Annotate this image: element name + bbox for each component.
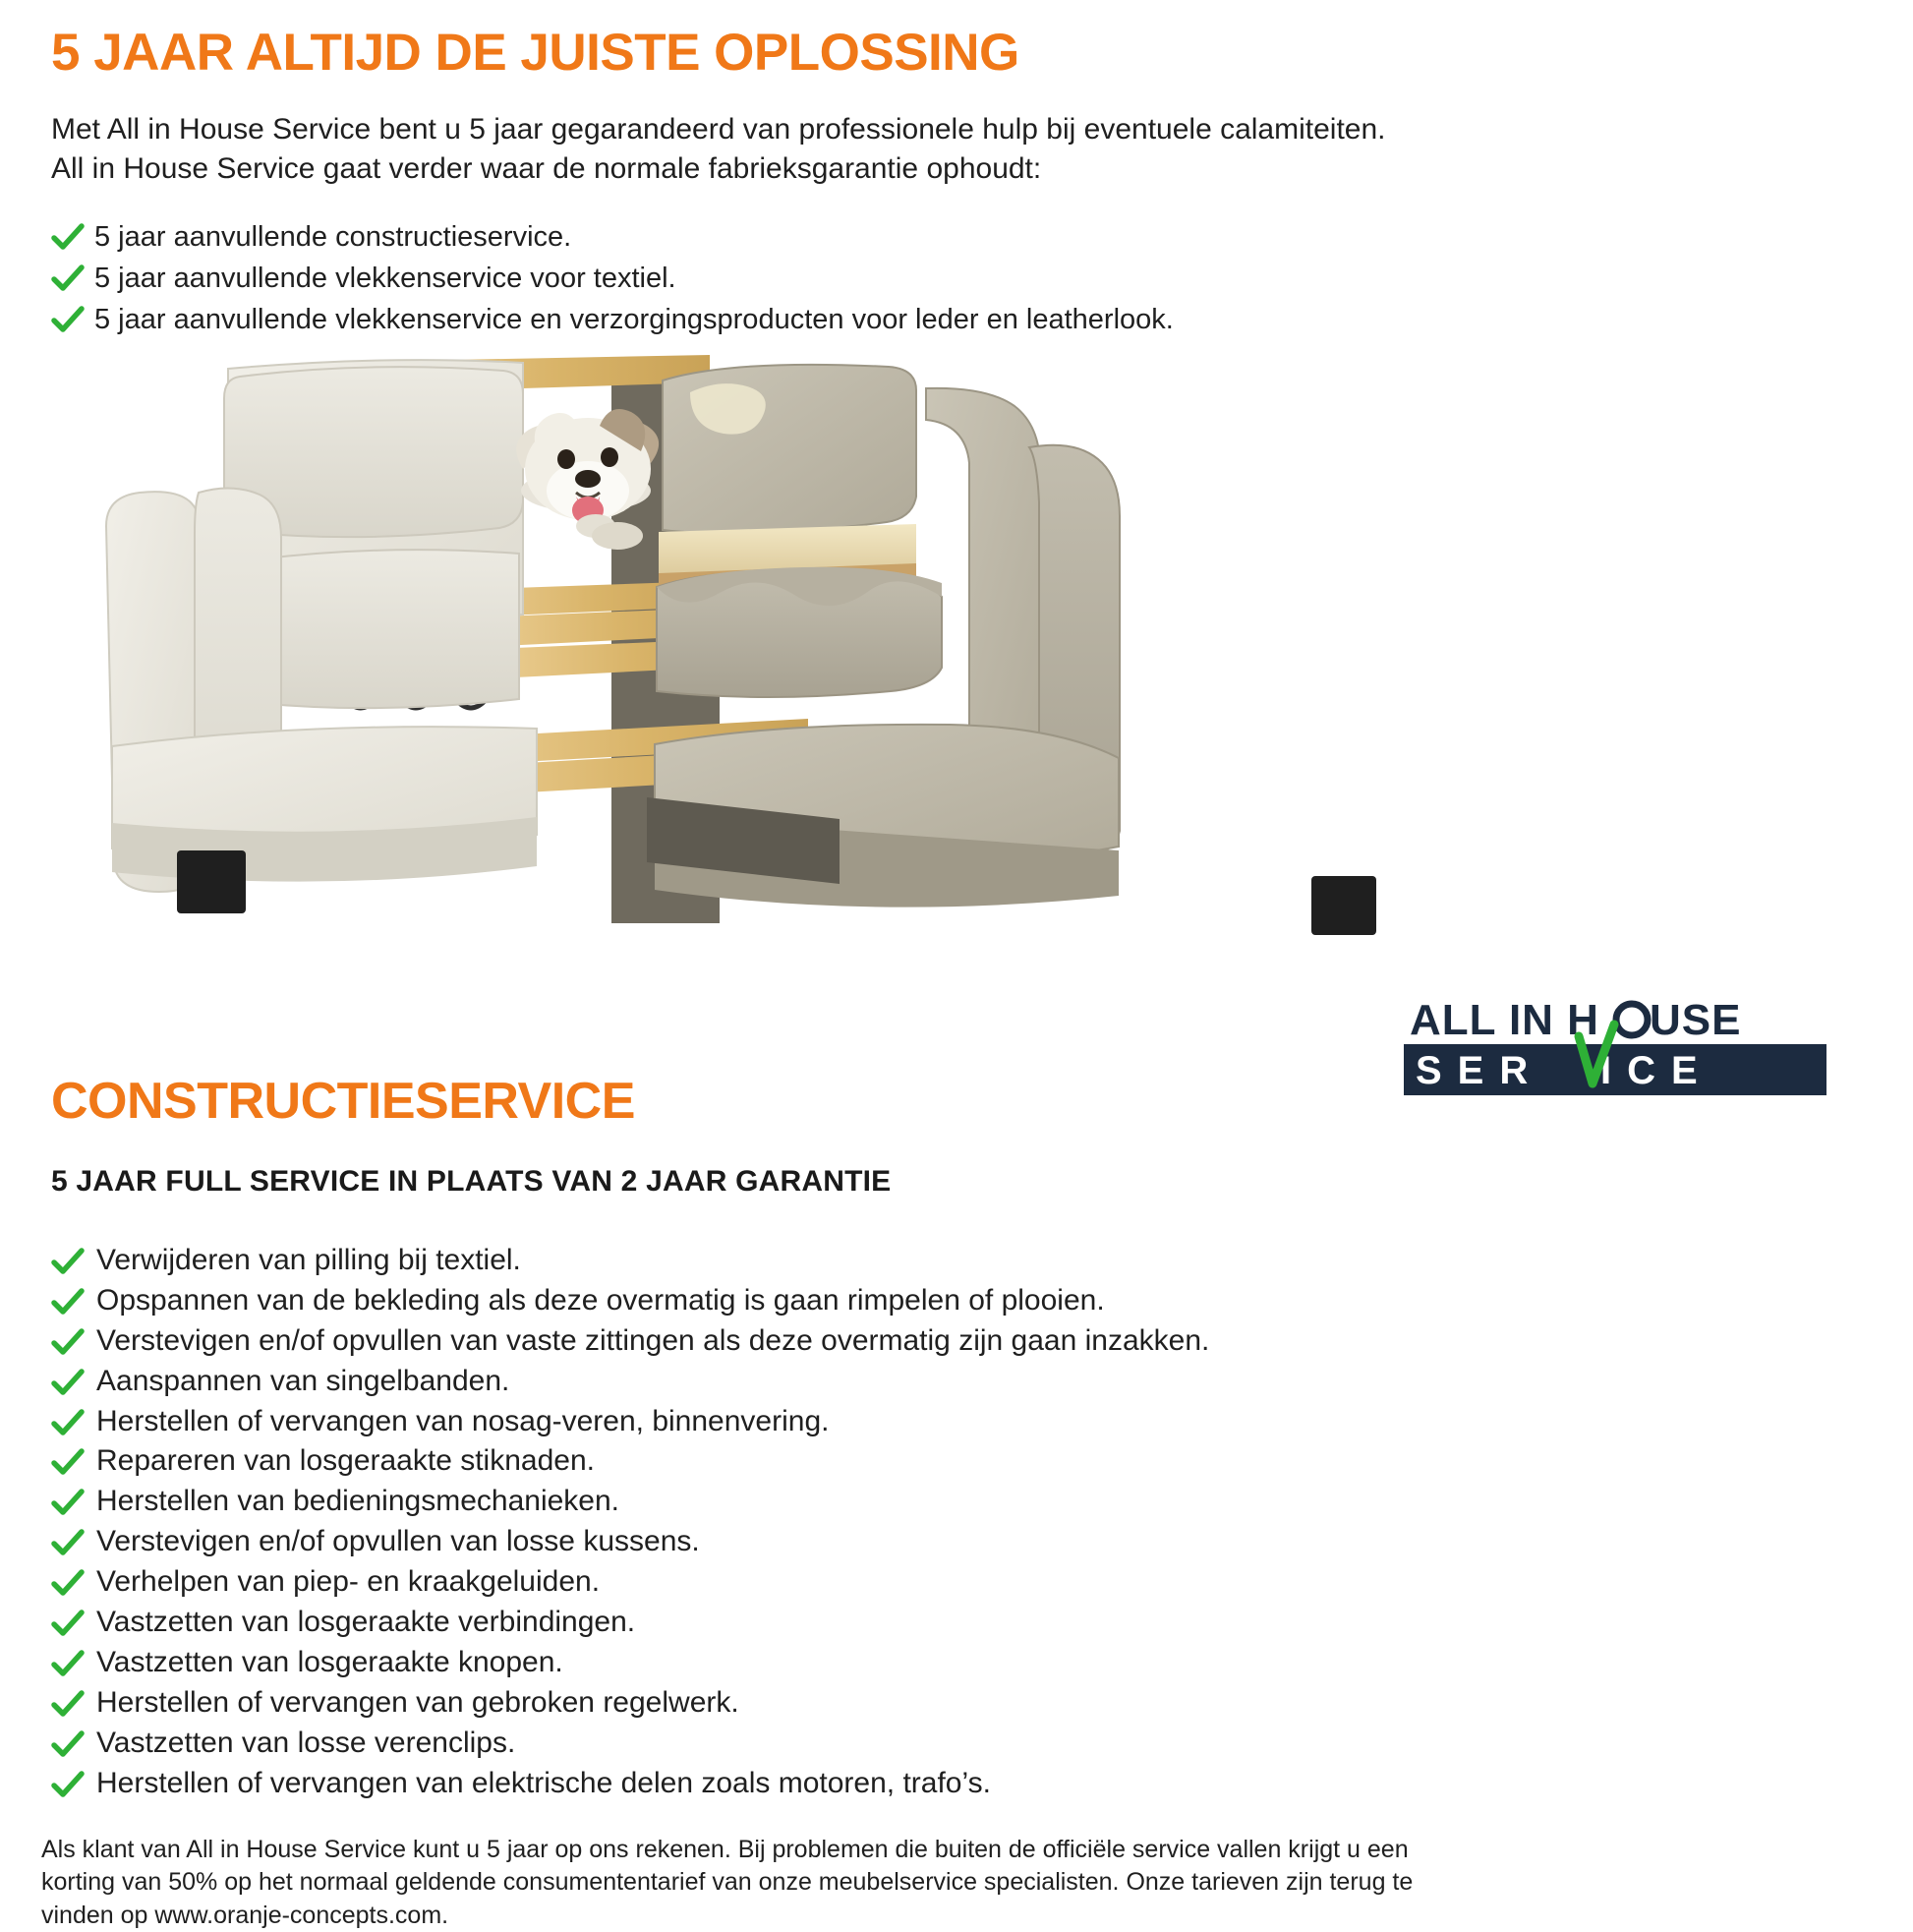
check-icon <box>51 1567 85 1601</box>
list-item <box>51 259 1862 298</box>
list-item <box>51 1241 1526 1280</box>
sofa-cutaway-graphic <box>61 353 1447 982</box>
list-item <box>51 1603 1526 1642</box>
list-item-label: Vastzetten van losse verenclips. <box>96 1726 516 1759</box>
list-item-label: Opspannen van de bekleding als deze overmatig is gaan rimpelen of plooien. <box>96 1283 1105 1317</box>
check-icon <box>51 263 85 296</box>
sofa-cutaway-illustration <box>61 353 1447 982</box>
check-icon <box>51 1769 85 1802</box>
list-item <box>51 217 1862 257</box>
service-checklist <box>51 1241 1526 1803</box>
svg-text:ICE: ICE <box>1600 1049 1713 1092</box>
svg-text:SER: SER <box>1416 1049 1544 1092</box>
check-icon <box>51 1407 85 1440</box>
all-in-house-service-logo <box>1404 993 1826 1106</box>
list-item <box>51 300 1862 339</box>
check-icon <box>51 1648 85 1681</box>
list-item <box>51 1402 1526 1441</box>
list-item-label: 5 jaar aanvullende vlekkenservice en verzorgingsproducten voor leder en leatherlook. <box>94 304 1174 336</box>
check-icon <box>51 1446 85 1480</box>
svg-text:USE: USE <box>1650 996 1742 1044</box>
list-item <box>51 1321 1526 1361</box>
list-item-label: Aanspannen van singelbanden. <box>96 1364 510 1397</box>
check-icon <box>51 1527 85 1560</box>
logo-graphic <box>1404 993 1826 1101</box>
list-item <box>51 1643 1526 1682</box>
list-item-label: Verstevigen en/of opvullen van losse kussens. <box>96 1525 700 1558</box>
list-item-label: Herstellen of vervangen van elektrische delen zoals motoren, trafo’s. <box>96 1766 991 1799</box>
list-item-label: Repareren van losgeraakte stiknaden. <box>96 1444 595 1478</box>
check-icon <box>51 1608 85 1641</box>
list-item <box>51 1683 1526 1723</box>
list-item <box>51 1724 1526 1763</box>
page-title: 5 JAAR ALTIJD DE JUISTE OPLOSSING <box>51 24 1019 82</box>
check-icon <box>51 1487 85 1520</box>
list-item-label: 5 jaar aanvullende constructieservice. <box>94 221 572 254</box>
check-icon <box>51 1246 85 1279</box>
list-item-label: Verwijderen van pilling bij textiel. <box>96 1244 521 1276</box>
leather-half <box>647 365 1376 935</box>
list-item-label: Herstellen of vervangen van nosag-veren, binnenvering. <box>96 1404 830 1437</box>
list-item <box>51 1522 1526 1561</box>
footnote-text: Als klant van All in House Service kunt u 5 jaar op ons rekenen. Bij problemen die buiten de officiële service vallen krijgt u een korting van 50% op het normaal geldende consumententarief van onze meubelservice specialisten. Onze tarieven zijn terug te vinden op www.oranje-concepts.com. <box>41 1836 1414 1929</box>
check-icon <box>51 1286 85 1319</box>
section-title: CONSTRUCTIESERVICE <box>51 1073 635 1130</box>
list-item <box>51 1441 1526 1481</box>
svg-text:ALL IN H: ALL IN H <box>1410 996 1599 1044</box>
check-icon <box>51 1728 85 1762</box>
intro-checklist <box>51 217 1862 339</box>
check-icon <box>51 221 85 255</box>
check-icon <box>51 1367 85 1400</box>
fabric-half <box>106 361 537 914</box>
bulldog-illustration <box>516 410 659 551</box>
list-item-label: 5 jaar aanvullende vlekkenservice voor textiel. <box>94 263 676 295</box>
list-item <box>51 1482 1526 1521</box>
list-item-label: Verhelpen van piep- en kraakgeluiden. <box>96 1565 601 1599</box>
check-icon <box>51 304 85 337</box>
check-icon <box>51 1688 85 1722</box>
list-item <box>51 1562 1526 1602</box>
list-item-label: Verstevigen en/of opvullen van vaste zittingen als deze overmatig zijn gaan inzakken. <box>96 1323 1210 1357</box>
list-item-label: Herstellen van bedieningsmechanieken. <box>96 1485 620 1518</box>
check-icon <box>51 1326 85 1360</box>
list-item <box>51 1764 1526 1803</box>
list-item-label: Herstellen of vervangen van gebroken regelwerk. <box>96 1685 739 1719</box>
intro-paragraph: Met All in House Service bent u 5 jaar gegarandeerd van professionele hulp bij eventuele calamiteiten. All in House Service gaat verder waar de normale fabrieksgarantie ophoudt: <box>51 112 1386 185</box>
list-item <box>51 1362 1526 1401</box>
list-item <box>51 1281 1526 1320</box>
section-subheading: 5 JAAR FULL SERVICE IN PLAATS VAN 2 JAAR GARANTIE <box>51 1165 892 1198</box>
list-item-label: Vastzetten van losgeraakte verbindingen. <box>96 1606 636 1639</box>
list-item-label: Vastzetten van losgeraakte knopen. <box>96 1645 563 1678</box>
